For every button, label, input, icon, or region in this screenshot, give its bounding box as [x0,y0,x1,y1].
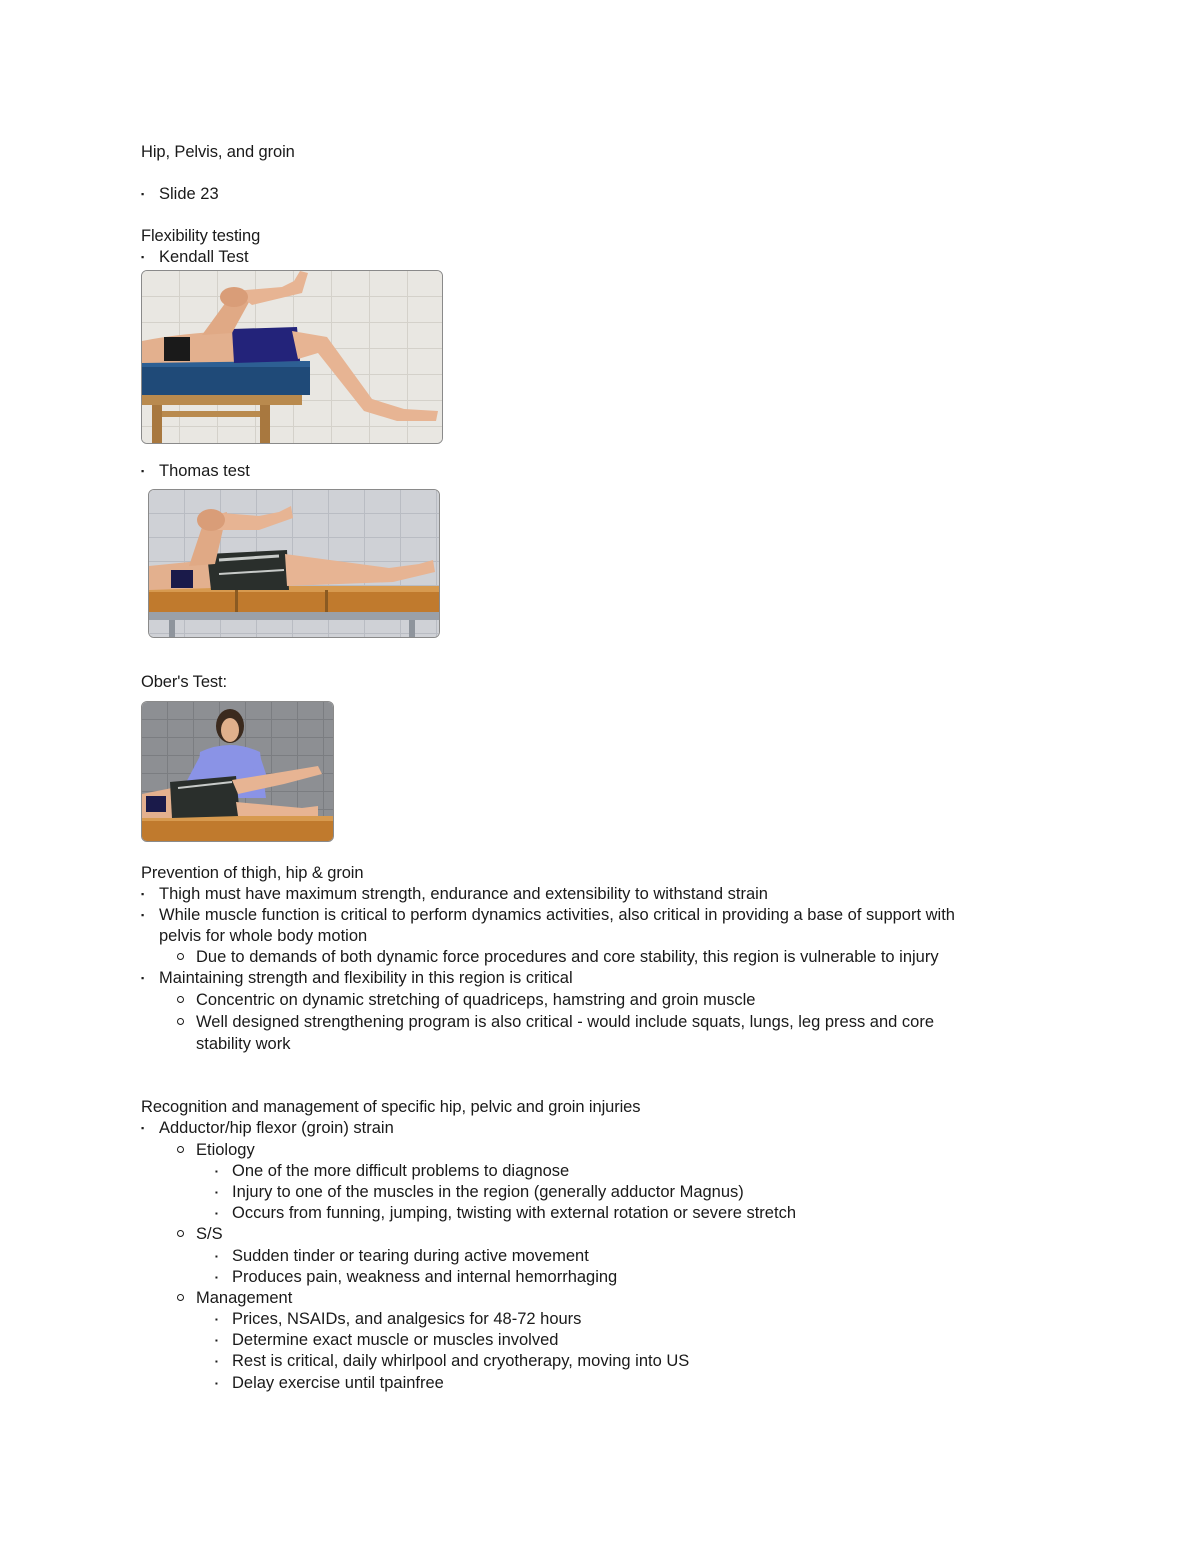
list-item-text: Maintaining strength and flexibility in this region is critical [159,969,573,987]
list-item-text: Determine exact muscle or muscles involved [232,1331,559,1349]
list-item-text: Etiology [196,1141,255,1159]
list-item-text: One of the more difficult problems to diagnose [232,1162,570,1180]
thomas-test-label: Thomas test [159,462,250,480]
bullet-icon: ▪ [141,889,145,899]
list-item-text: S/S [196,1225,223,1243]
section-heading: Prevention of thigh, hip & groin [141,864,364,882]
small-bullet-icon: ▪ [215,1252,218,1261]
list-item-text: Sudden tinder or tearing during active movement [232,1247,589,1265]
section-heading: Recognition and management of specific hip, pelvic and groin injuries [141,1098,641,1116]
small-bullet-icon: ▪ [215,1357,218,1366]
list-item-text: stability work [196,1035,291,1053]
small-bullet-icon: ▪ [215,1209,218,1218]
circle-bullet-icon [177,953,184,960]
small-bullet-icon: ▪ [215,1336,218,1345]
small-bullet-icon: ▪ [215,1379,218,1388]
small-bullet-icon: ▪ [215,1315,218,1324]
list-item-text: Due to demands of both dynamic force procedures and core stability, this region is vulnerable to injury [196,948,939,966]
bullet-icon: ▪ [141,973,145,983]
document-title: Hip, Pelvis, and groin [141,143,295,161]
list-item-text: While muscle function is critical to perform dynamics activities, also critical in providing a base of support with [159,906,955,924]
list-item-text: Well designed strengthening program is also critical - would include squats, lungs, leg press and core [196,1013,935,1031]
small-bullet-icon: ▪ [215,1167,218,1176]
small-bullet-icon: ▪ [215,1273,218,1282]
list-item-text: Delay exercise until tpainfree [232,1374,444,1392]
list-item-text: Produces pain, weakness and internal hemorrhaging [232,1268,618,1286]
circle-bullet-icon [177,1294,184,1301]
circle-bullet-icon [177,1146,184,1153]
kendall-test-photo [141,270,443,444]
bullet-icon: ▪ [141,1123,145,1133]
bullet-icon: ▪ [141,189,145,199]
list-item-text: pelvis for whole body motion [159,927,368,945]
list-item-text: Adductor/hip flexor (groin) strain [159,1119,394,1137]
bullet-icon: ▪ [141,910,145,920]
small-bullet-icon: ▪ [215,1188,218,1197]
list-item-text: Rest is critical, daily whirlpool and cryotherapy, moving into US [232,1352,690,1370]
list-item-text: Thigh must have maximum strength, endurance and extensibility to withstand strain [159,885,768,903]
bullet-icon: ▪ [141,252,145,262]
list-item-text: Concentric on dynamic stretching of quadriceps, hamstring and groin muscle [196,991,756,1009]
circle-bullet-icon [177,996,184,1003]
kendall-test-label: Kendall Test [159,248,249,266]
slide-label: Slide 23 [159,185,219,203]
bullet-icon: ▪ [141,466,145,476]
section-heading: Flexibility testing [141,227,261,245]
list-item-text: Injury to one of the muscles in the region (generally adductor Magnus) [232,1183,744,1201]
ober-test-label: Ober's Test: [141,673,228,691]
list-item-text: Management [196,1289,293,1307]
ober-test-photo [141,701,334,842]
thomas-test-photo [148,489,440,638]
circle-bullet-icon [177,1018,184,1025]
list-item-text: Occurs from funning, jumping, twisting with external rotation or severe stretch [232,1204,796,1222]
list-item-text: Prices, NSAIDs, and analgesics for 48-72 hours [232,1310,582,1328]
circle-bullet-icon [177,1230,184,1237]
